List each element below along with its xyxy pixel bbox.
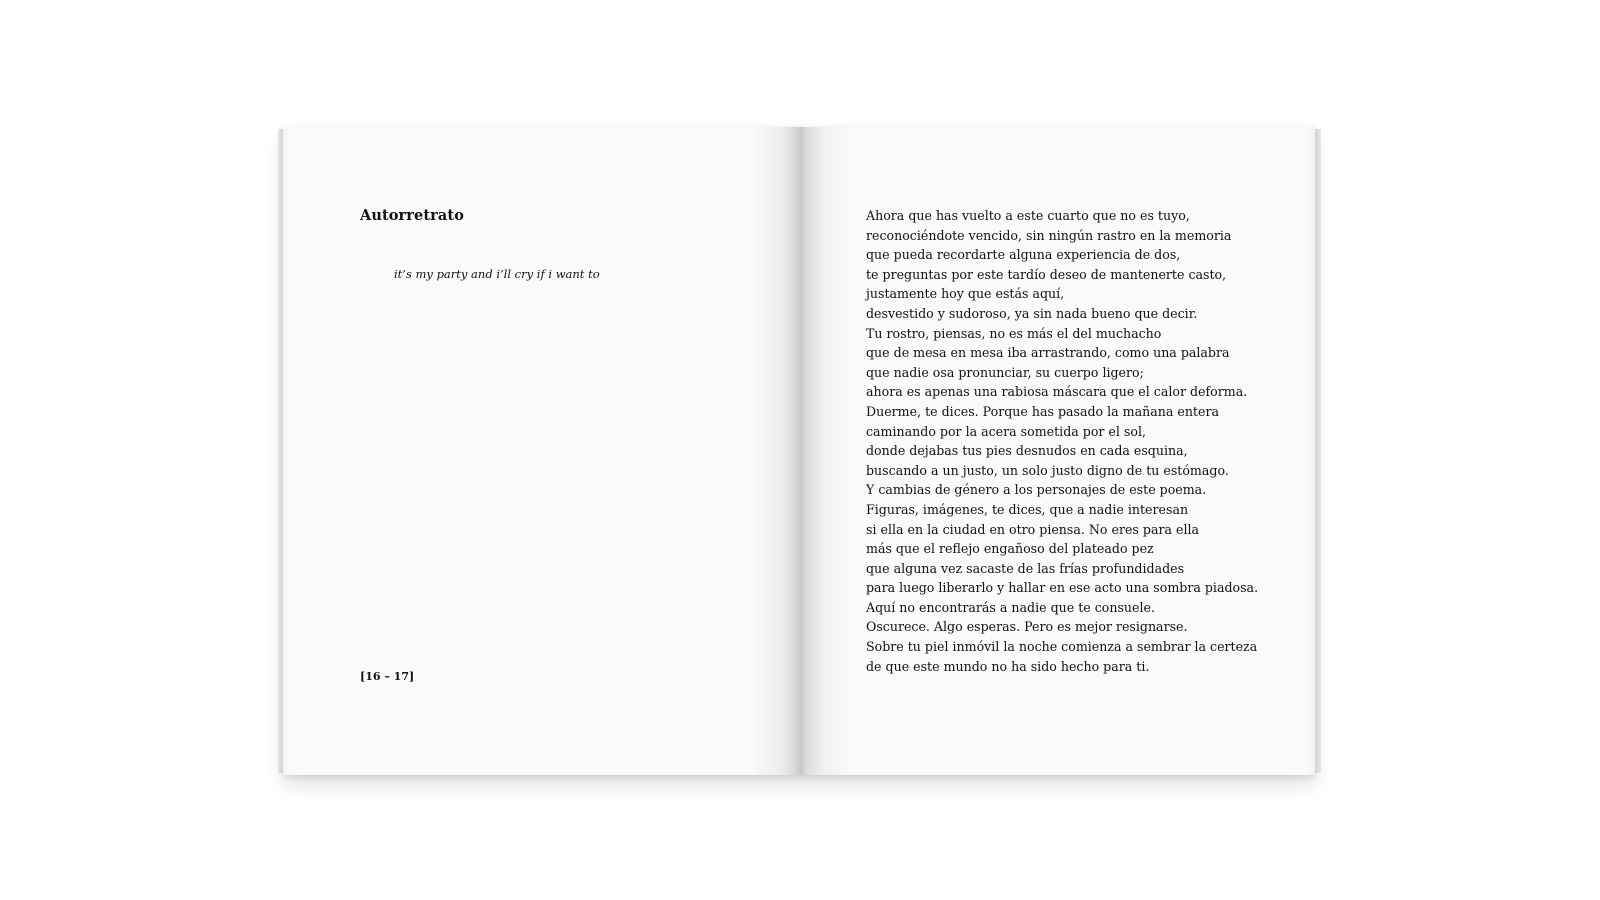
page-edge-left — [278, 129, 283, 773]
poem-line: reconociéndote vencido, sin ningún rastro en la memoria — [866, 227, 1232, 243]
poem-line: Figuras, imágenes, te dices, que a nadie interesan — [866, 501, 1189, 517]
poem-line: Oscurece. Algo esperas. Pero es mejor resignarse. — [866, 619, 1188, 635]
poem-line: que de mesa en mesa iba arrastrando, como una palabra — [866, 345, 1230, 361]
poem-line: te preguntas por este tardío deseo de mantenerte casto, — [866, 266, 1227, 282]
poem-line: que nadie osa pronunciar, su cuerpo ligero; — [866, 364, 1144, 380]
left-page — [283, 127, 801, 775]
poem-line: ahora es apenas una rabiosa máscara que el calor deforma. — [866, 384, 1248, 400]
poem-line: Aquí no encontrarás a nadie que te consuele. — [866, 599, 1155, 615]
poem-line: más que el reflejo engañoso del plateado pez — [866, 541, 1154, 557]
poem-line: para luego liberarlo y hallar en ese acto una sombra piadosa. — [866, 580, 1259, 596]
poem-line: Sobre tu piel inmóvil la noche comienza a sembrar la certeza — [866, 639, 1258, 655]
poem-line: Ahora que has vuelto a este cuarto que no es tuyo, — [866, 208, 1190, 223]
right-page — [801, 127, 1315, 775]
open-book — [283, 127, 1315, 775]
poem-title: Autorretrato — [360, 207, 464, 224]
poem-line: que pueda recordarte alguna experiencia de dos, — [866, 247, 1181, 263]
epigraph: it’s my party and i’ll cry if i want to — [394, 267, 600, 281]
poem-line: caminando por la acera sometida por el sol, — [866, 423, 1146, 439]
poem-line: de que este mundo no ha sido hecho para ti. — [866, 658, 1150, 674]
poem-line: si ella en la ciudad en otro piensa. No eres para ella — [866, 521, 1200, 537]
poem-line: Tu rostro, piensas, no es más el del muchacho — [866, 325, 1162, 341]
poem-line: desvestido y sudoroso, ya sin nada bueno que decir. — [866, 305, 1198, 321]
poem-line: Duerme, te dices. Porque has pasado la mañana entera — [866, 403, 1219, 419]
poem-line: buscando a un justo, un solo justo digno de tu estómago. — [866, 462, 1229, 478]
poem-body — [866, 206, 1258, 676]
poem-line: que alguna vez sacaste de las frías profundidades — [866, 560, 1185, 576]
poem-line: donde dejabas tus pies desnudos en cada esquina, — [866, 443, 1188, 459]
poem-line: justamente hoy que estás aquí, — [866, 286, 1065, 302]
poem-line: Y cambias de género a los personajes de este poema. — [866, 482, 1207, 498]
page-numbers: [16 – 17] — [360, 670, 415, 683]
page-edge-right — [1315, 129, 1321, 773]
